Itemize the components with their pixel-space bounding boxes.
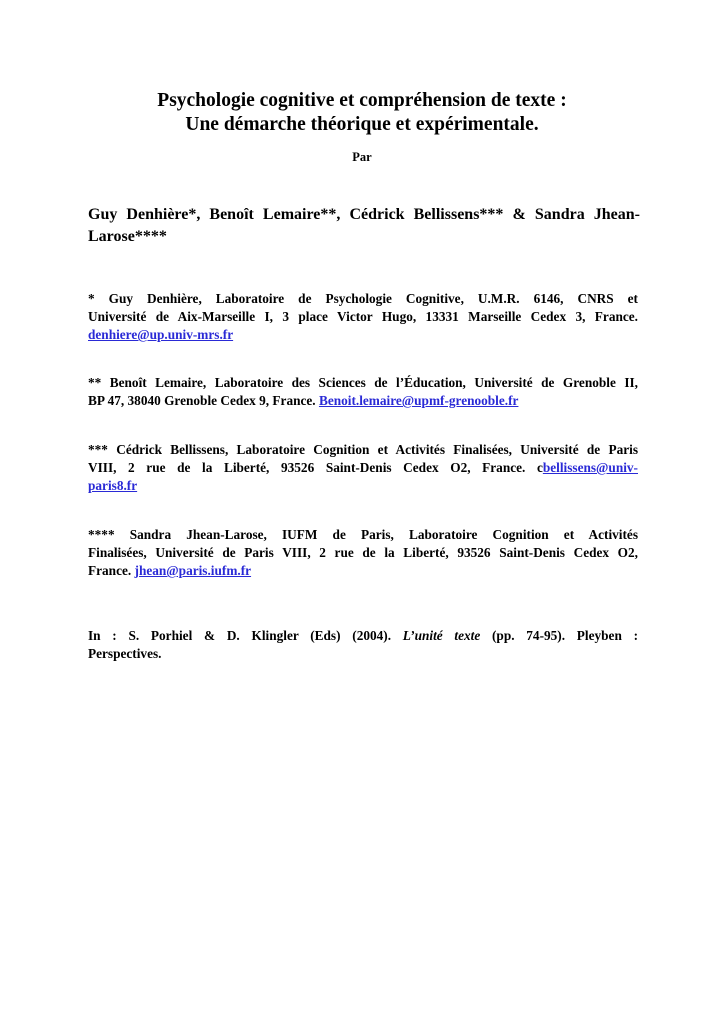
reference-line-1 [88, 627, 638, 645]
bibliographic-reference [88, 627, 638, 663]
affiliation-bellissens-line-3 [88, 477, 638, 495]
affiliation-jhean-larose-country: France. [88, 563, 135, 578]
email-link-lemaire[interactable]: Benoit.lemaire@upmf-grenooble.fr [318, 393, 519, 408]
affiliation-lemaire [88, 374, 638, 410]
affiliation-lemaire-line-2 [88, 392, 638, 410]
affiliation-jhean-larose-line-2: Finalisées, Université de Paris VIII, 2 rue de la Liberté, 93526 Saint-Denis Cedex O2, [88, 545, 638, 560]
author-list-line-2: Larose**** [88, 228, 167, 245]
email-link-denhiere[interactable]: denhiere@up.univ-mrs.fr [88, 327, 234, 342]
affiliation-lemaire-address: BP 47, 38040 Grenoble Cedex 9, France. [88, 393, 319, 408]
affiliation-jhean-larose [88, 526, 638, 580]
reference-prefix: In : S. Porhiel & D. Klingler (Eds) (2004). [88, 628, 403, 643]
affiliation-jhean-larose-line-1: **** Sandra Jhean-Larose, IUFM de Paris, Laboratoire Cognition et Activités [88, 527, 638, 542]
email-link-jhean-larose[interactable]: jhean@paris.iufm.fr [134, 563, 252, 578]
by-label: Par [352, 150, 372, 164]
email-link-bellissens-part-1[interactable]: bellissens@univ- [542, 460, 638, 475]
author-list [88, 204, 640, 248]
reference-book-title: L’unité texte [402, 628, 481, 643]
document-title-line-2: Une démarche théorique et expérimentale. [185, 114, 539, 135]
email-link-bellissens-part-2[interactable]: paris8.fr [88, 478, 138, 493]
affiliation-bellissens [88, 441, 638, 495]
affiliation-denhiere-line-2: Université de Aix-Marseille I, 3 place Victor Hugo, 13331 Marseille Cedex 3, France. [88, 309, 638, 324]
affiliation-bellissens-line-1: *** Cédrick Bellissens, Laboratoire Cognition et Activités Finalisées, Université de Paris [88, 442, 638, 457]
affiliation-denhiere-line-3 [88, 326, 638, 344]
affiliation-denhiere-line-1: * Guy Denhière, Laboratoire de Psychologie Cognitive, U.M.R. 6146, CNRS et [88, 291, 638, 306]
affiliation-denhiere [88, 290, 638, 344]
affiliation-bellissens-address: VIII, 2 rue de la Liberté, 93526 Saint-Denis Cedex O2, France. c [88, 460, 543, 475]
reference-line-2: Perspectives. [88, 646, 162, 661]
reference-suffix: (pp. 74-95). Pleyben : [480, 628, 638, 643]
author-list-line-1: Guy Denhière*, Benoît Lemaire**, Cédrick Bellissens*** & Sandra Jhean- [88, 206, 640, 223]
document-title-line-1: Psychologie cognitive et compréhension de texte : [157, 90, 567, 111]
affiliation-jhean-larose-line-3 [88, 562, 638, 580]
affiliation-lemaire-line-1: ** Benoît Lemaire, Laboratoire des Sciences de l’Éducation, Université de Grenoble II, [88, 375, 638, 390]
affiliation-bellissens-line-2 [88, 459, 638, 477]
